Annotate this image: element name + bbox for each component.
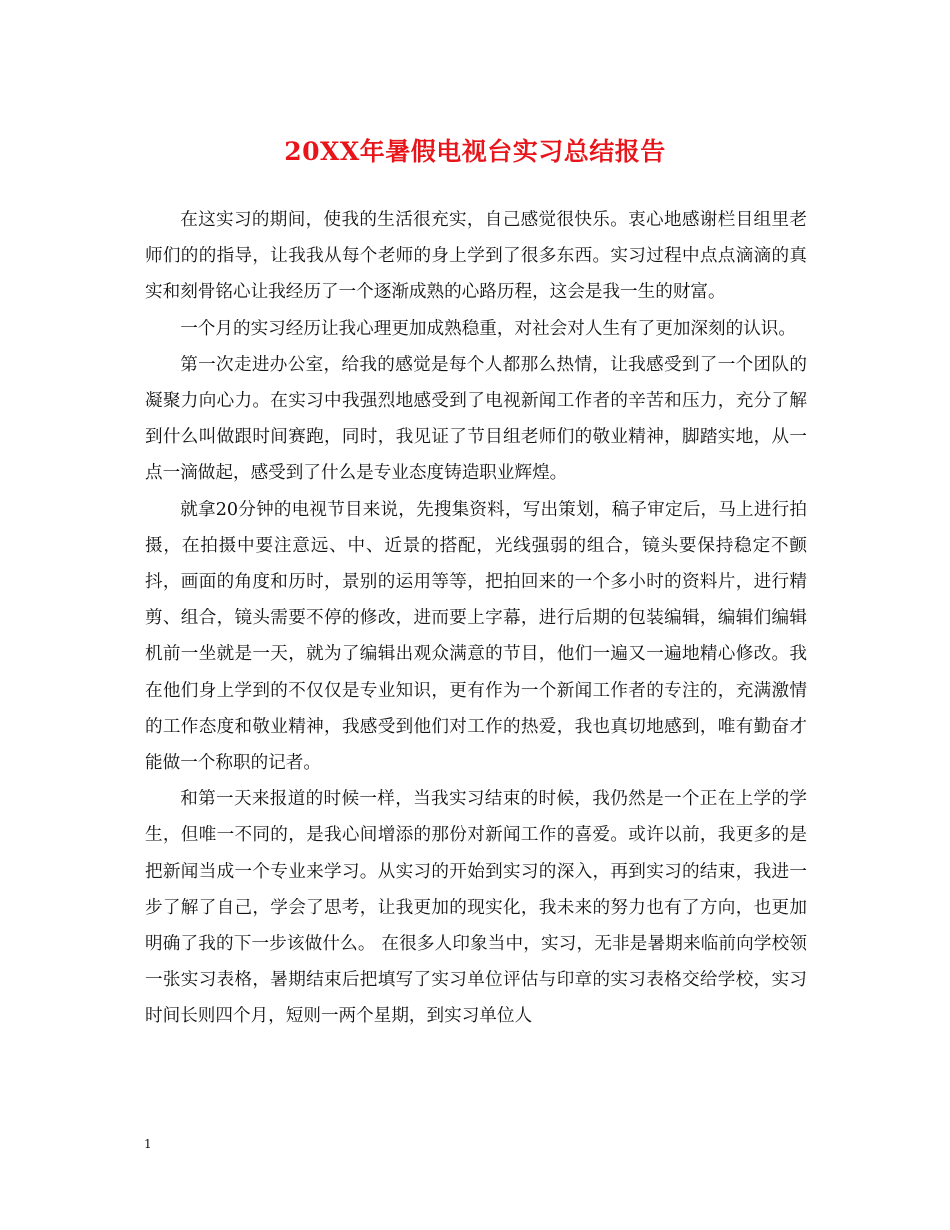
paragraph: 一个月的实习经历让我心理更加成熟稳重，对社会对人生有了更加深刻的认识。 (180, 318, 796, 339)
paragraph: 和第一天来报道的时候一样，当我实习结束的时候，我仍然是一个正在上学的学生，但唯一不同的，是我心间增添的那份对新闻工作的喜爱。或许以前，我更多的是把新闻当成一个专业来学习。从实习的开始到实习的深入，再到实习的结束，我进一步了解了自己，学会了思考，让我更加的现实化，我未来的努力也有了方向，也更加明确了我的下一步该做什么。 在很多人印象当中，实习，无非是暑期来临前向学校领一张实习表格，暑期结束后把填写了实习单位评估与印章的实习表格交给学校，实习时间长则四个月，短则一两个星期，到实习单位人 (145, 789, 807, 1027)
paragraph: 第一次走进办公室，给我的感觉是每个人都那么热情，让我感受到了一个团队的凝聚力向心力。在实习中我强烈地感受到了电视新闻工作者的辛苦和压力，充分了解到什么叫做跟时间赛跑，同时，我见证了节目组老师们的敬业精神，脚踏实地，从一点一滴做起，感受到了什么是专业态度铸造职业辉煌。 (145, 354, 807, 484)
paragraph: 就拿20分钟的电视节目来说，先搜集资料，写出策划，稿子审定后，马上进行拍摄，在拍摄中要注意远、中、近景的搭配，光线强弱的组合，镜头要保持稳定不颤抖，画面的角度和历时，景别的运用等等，把拍回来的一个多小时的资料片，进行精剪、组合，镜头需要不停的修改，进而要上字幕，进行后期的包装编辑，编辑们编辑机前一坐就是一天，就为了编辑出观众满意的节目，他们一遍又一遍地精心修改。我在他们身上学到的不仅仅是专业知识，更有作为一个新闻工作者的专注的，充满激情的工作态度和敬业精神，我感受到他们对工作的热爱，我也真切地感到，唯有勤奋才能做一个称职的记者。 (145, 499, 807, 774)
document-title: 20XX年暑假电视台实习总结报告 (284, 137, 666, 166)
document-body (145, 202, 807, 1035)
paragraph: 在这实习的期间，使我的生活很充实，自己感觉很快乐。衷心地感谢栏目组里老师们的的指导，让我我从每个老师的身上学到了很多东西。实习过程中点点滴滴的真实和刻骨铭心让我经历了一个逐渐成熟的心路历程，这会是我一生的财富。 (145, 210, 807, 303)
page-number: 1 (144, 1137, 152, 1151)
